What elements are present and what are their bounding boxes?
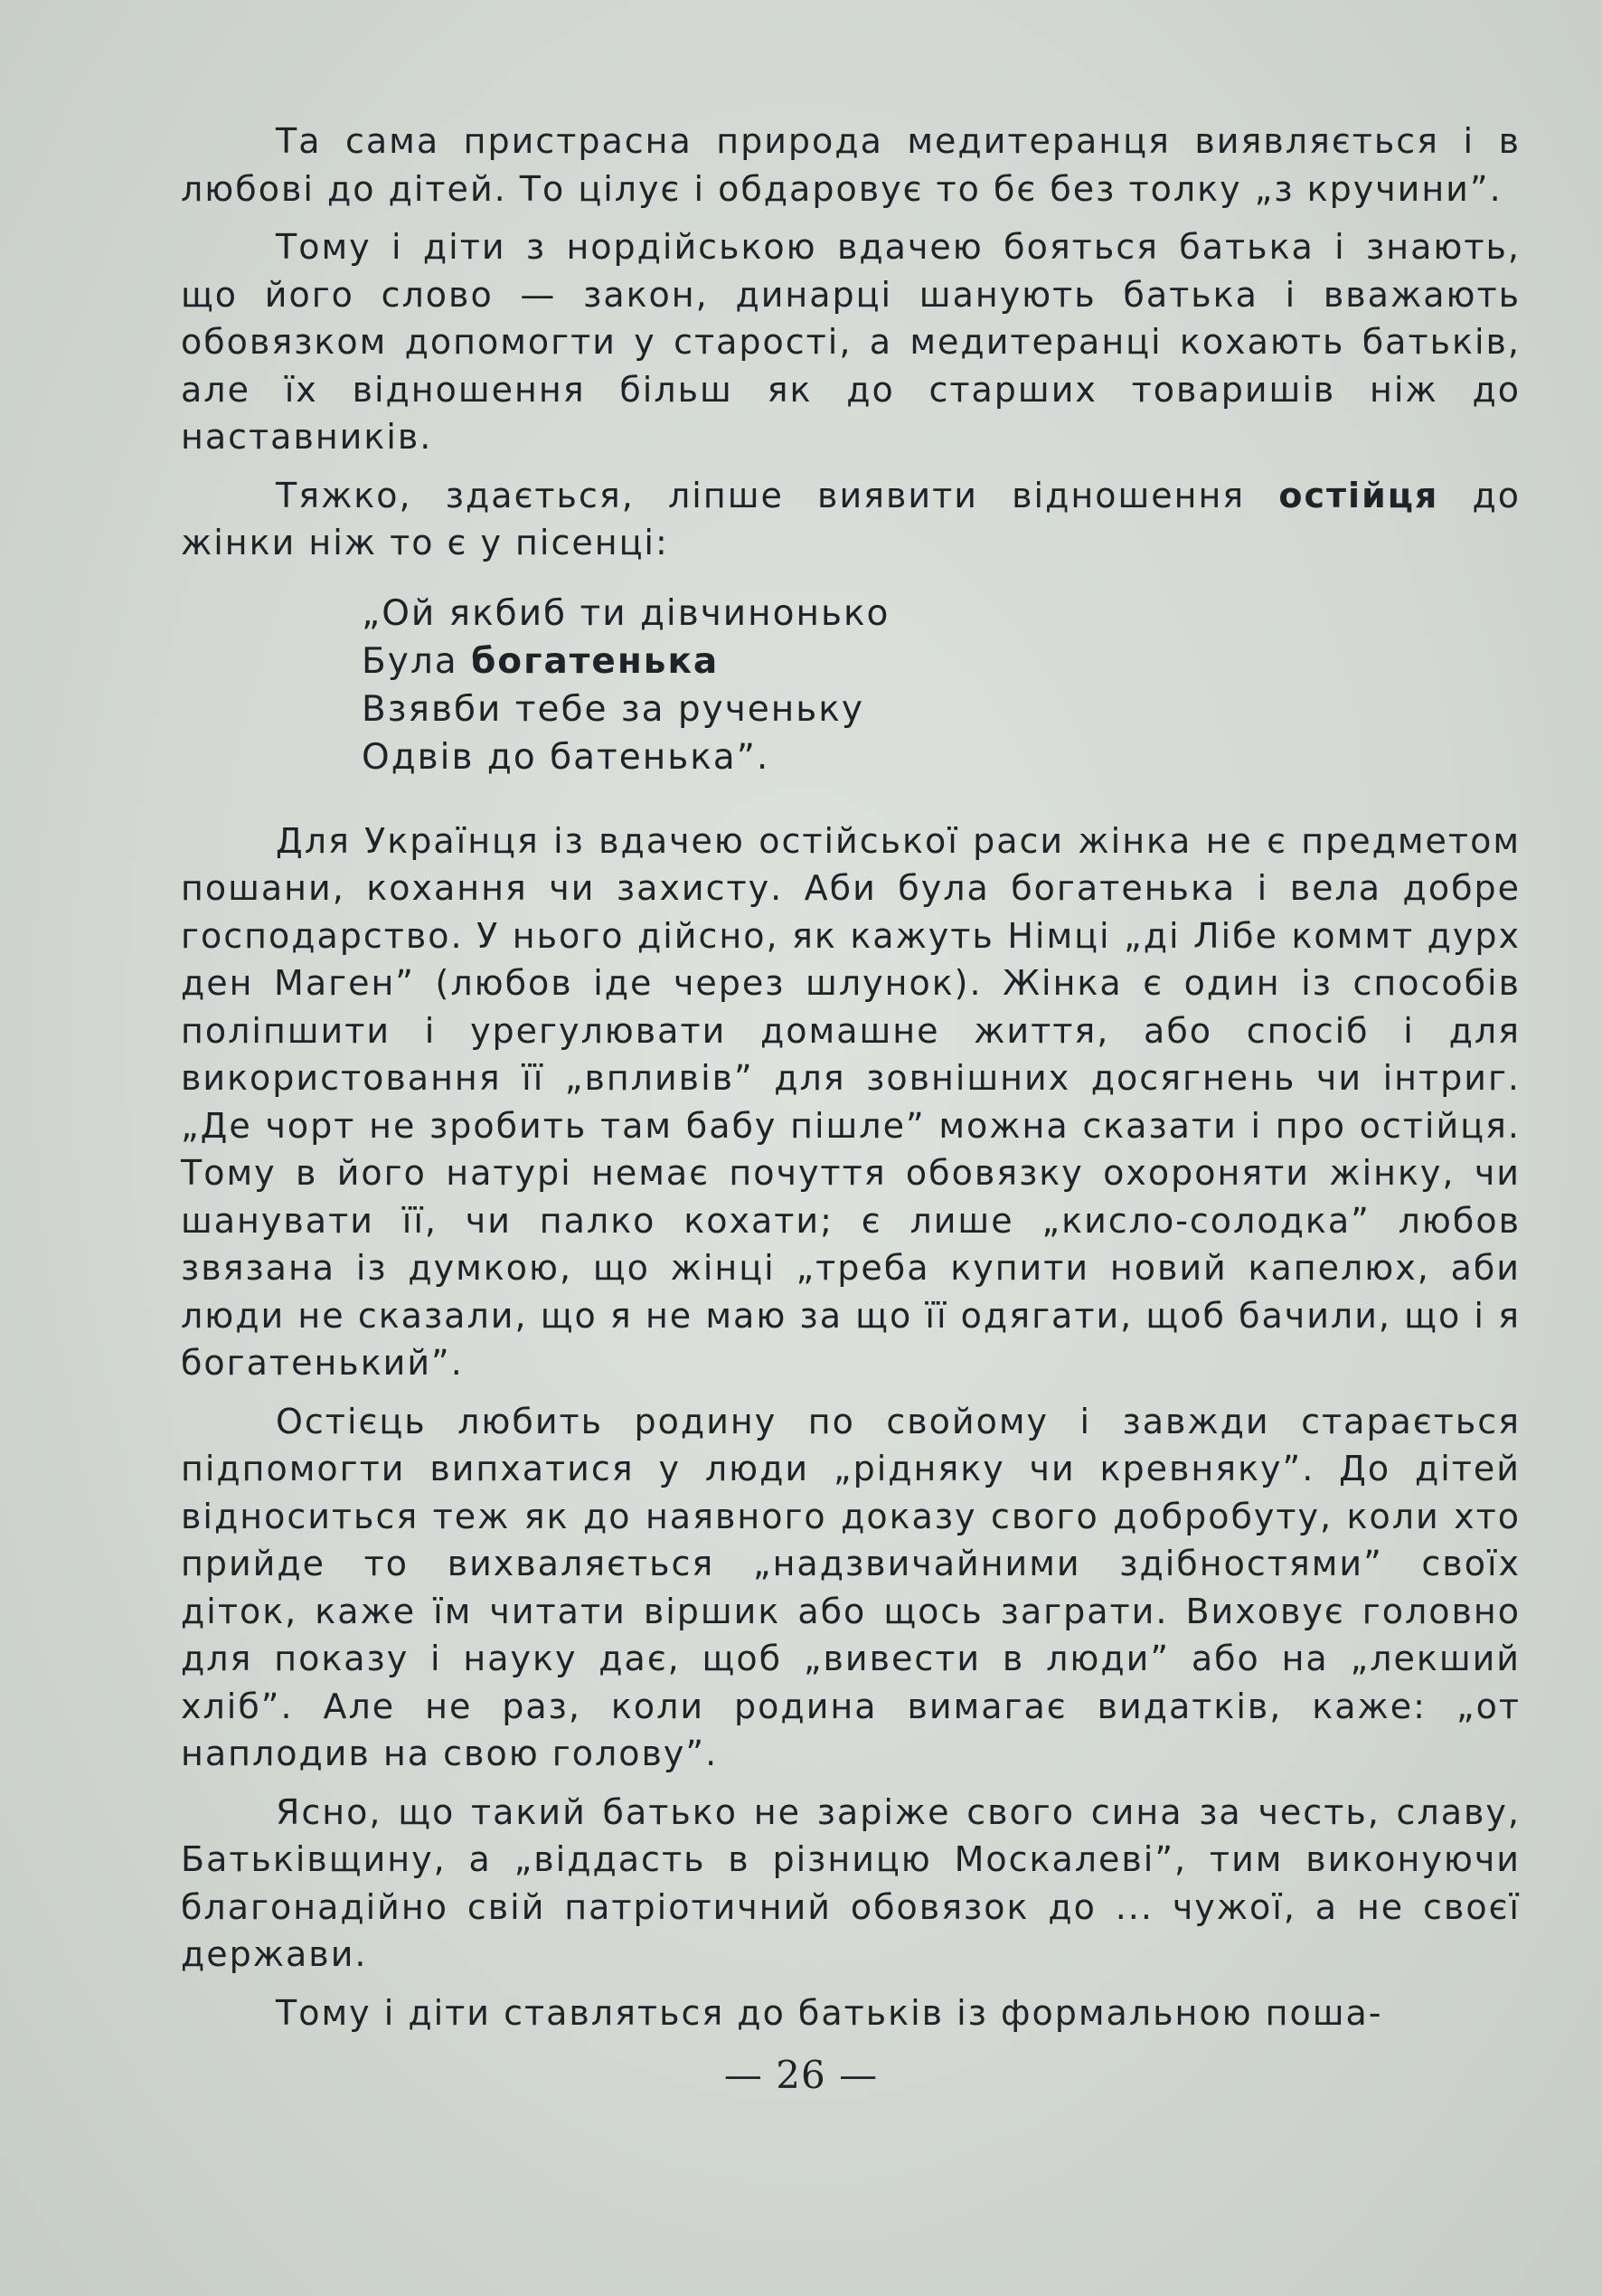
paragraph-ostiets-woman [181,472,1521,567]
paragraph-text: Для Українця із вдачею остійської раси жінка не є предметом пошани, кохання чи захисту. Аби була богатенька і вела добре господарство. У нього дійсно, як кажуть Німці „ді Лібе коммт дурх ден Маген” (любов іде через шлунок). Жінка є один із способів поліпшити і урегулювати домашне життя, або спосіб і для використовання її „впливів” для зовнішних досягнень чи інтриг. „Де чорт не зробить там бабу пішле” можна сказати і про остійця. Тому в його натурі немає почуття обовязку охороняти жінку, чи шанувати її, чи палко кохати; є лише „кисло-солодка” любов звязана із думкою, що жінці „треба купити новий капелюх, аби люди не сказали, що я не маю за що її одягати, щоб бачили, що і я богатенький”. [181,820,1521,1383]
song-quote [362,590,1521,781]
song-line: „Ой якбиб ти дівчинонько [362,592,891,634]
song-line-text: Була [362,640,472,682]
paragraph-father-son [181,1789,1521,1979]
paragraph-children-formal [181,1989,1521,2037]
paragraph-text: Ясно, що такий батько не заріже свого сина за честь, славу, Батьківщину, а „віддасть в різницю Москалеві”, тим виконуючи благонадійно свій патріотичний обовязок до ... чужої, а не своєї держави. [181,1791,1521,1974]
paragraph-text-before: Тяжко, здається, ліпше виявити відношення [276,475,1279,515]
song-line: Одвів до батенька”. [362,736,770,778]
paragraph-text: Остієць любить родину по свойому і завжди старається підпомогти випхатися у люди „рідняку чи кревняку”. До дітей відноситься теж як до наявного доказу свого добробуту, коли хто прийде то вихваляється „надзвичайними здібностями” своїх діток, каже їм читати віршик або щось заграти. Виховує головно для показу і науку дає, щоб „вивести в люди” або на „лекший хліб”. Але не раз, коли родина вимагає видатків, каже: „от наплодив на свою голову”. [181,1401,1521,1773]
song-bold-word: богатенька [471,640,720,682]
page-number: — 26 — [723,2053,879,2097]
song-line [362,638,1521,685]
paragraph-children-love [181,118,1521,213]
paragraph-text: Та сама пристрасна природа медитеранця виявляється і в любові до дітей. То цілує і обдаровує то бє без толку „з кручини”. [181,121,1521,209]
paragraph-text: Тому і діти з нордійською вдачею бояться батька і знають, що його слово — закон, динарці шанують батька і вважають обовязком допомогти у старості, а медитеранці кохають батьків, але їх відношення більш як до старших товаришів ніж до наставників. [181,227,1521,457]
paragraph-parents-relation [181,223,1521,461]
paragraph-text-after: до жінки ніж то є у пісенці: [181,475,1522,562]
song-line: Взявби тебе за рученьку [362,688,864,730]
paragraph-text: Тому і діти ставляться до батьків із формальною поша- [276,1992,1383,2033]
paragraph-woman-not-respected [181,817,1521,1387]
bold-term: остійця [1278,475,1439,515]
paragraph-family-love [181,1398,1521,1778]
page-text [181,118,1521,2047]
